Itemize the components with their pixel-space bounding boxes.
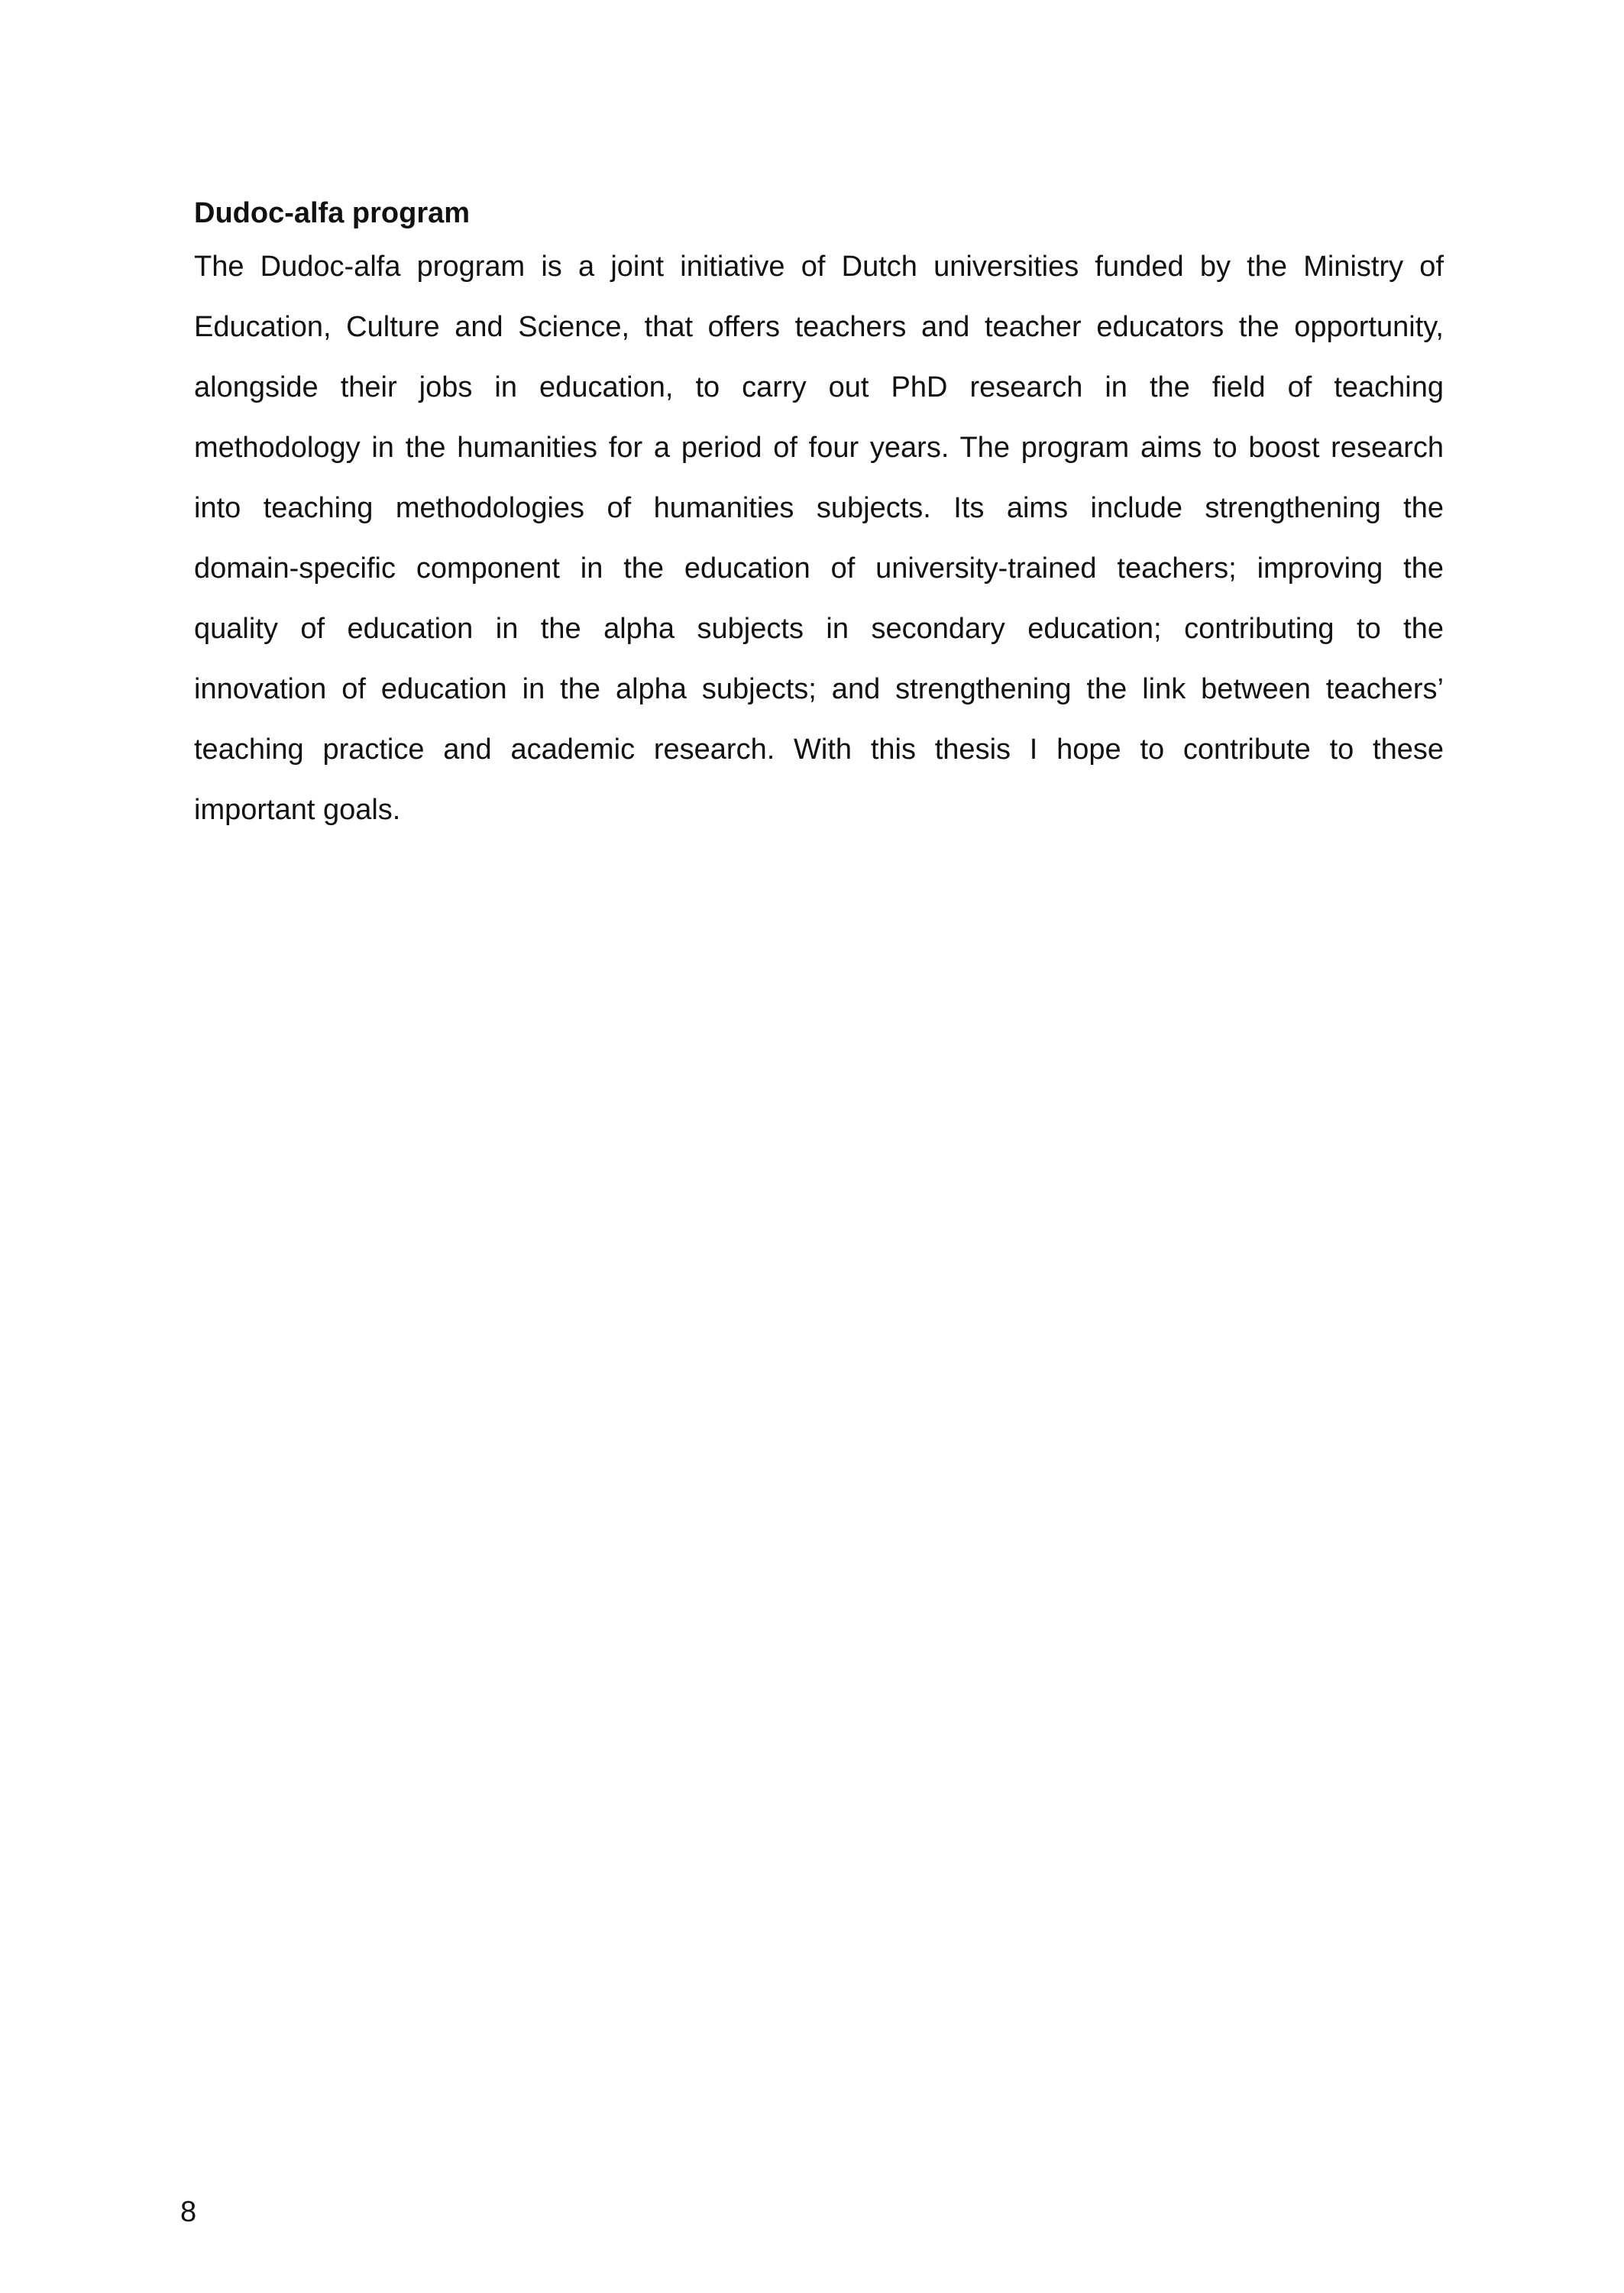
paragraph-line: Education, Culture and Science, that offers teachers and teacher educators the opportunity, [194, 311, 1444, 343]
paragraph-line: domain-specific component in the education of university-trained teachers; improving the [194, 552, 1444, 585]
paragraph-line: alongside their jobs in education, to carry out PhD research in the field of teaching [194, 371, 1444, 403]
section-content [194, 189, 1444, 840]
paragraph-line: into teaching methodologies of humanities subjects. Its aims include strengthening the [194, 492, 1444, 524]
section-heading: Dudoc-alfa program [194, 197, 471, 229]
paragraph-line: methodology in the humanities for a period of four years. The program aims to boost research [194, 432, 1444, 464]
page-number: 8 [180, 2196, 197, 2228]
body-paragraph [194, 237, 1444, 840]
paragraph-line: teaching practice and academic research. With this thesis I hope to contribute to these [194, 734, 1444, 766]
paragraph-line: innovation of education in the alpha subjects; and strengthening the link between teachers’ [194, 673, 1444, 705]
paragraph-line: The Dudoc-alfa program is a joint initiative of Dutch universities funded by the Ministry of [194, 251, 1444, 283]
paragraph-line: important goals. [194, 794, 401, 826]
paragraph-line: quality of education in the alpha subjects in secondary education; contributing to the [194, 613, 1444, 645]
